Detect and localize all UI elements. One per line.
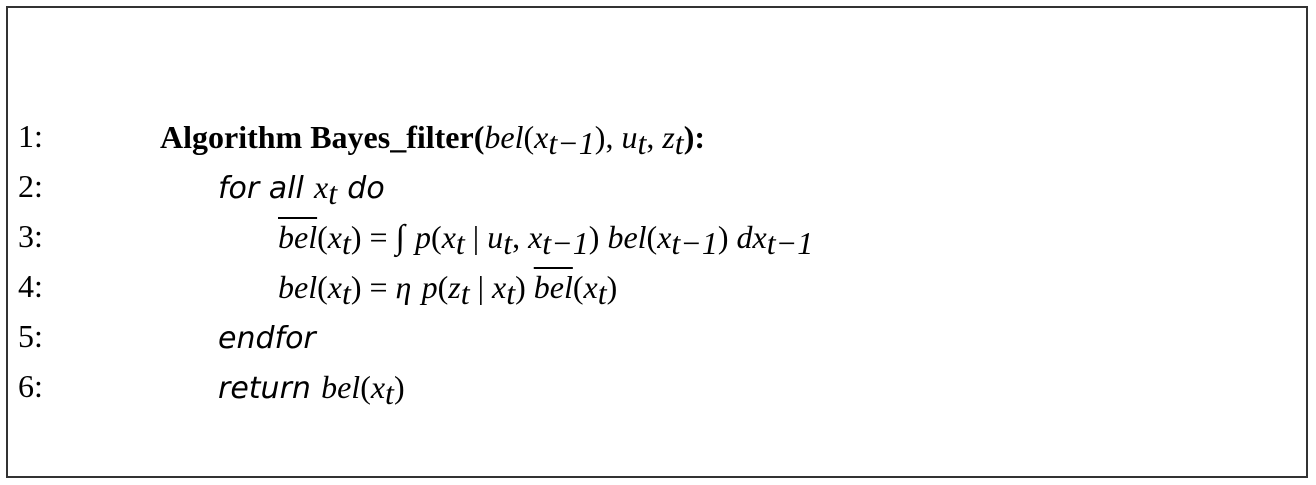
subscript: t bbox=[637, 125, 647, 161]
math-x: x bbox=[534, 119, 549, 155]
math-bel-bar: $\overline{bel}$ bbox=[278, 219, 318, 255]
math-x: x bbox=[327, 219, 342, 255]
do-keyword: do bbox=[347, 171, 385, 206]
algorithm-close: ): bbox=[683, 119, 705, 155]
subscript: t bbox=[597, 275, 607, 311]
subscript: t−1 bbox=[671, 225, 718, 261]
line-number: 4: bbox=[18, 268, 43, 304]
line-number: 2: bbox=[18, 168, 43, 204]
math-eta: η bbox=[395, 269, 412, 305]
subscript: t bbox=[460, 275, 470, 311]
math-x: x bbox=[583, 269, 598, 305]
math-x: x bbox=[528, 219, 543, 255]
return-statement: return $bel(x_t)$ bbox=[218, 369, 405, 411]
line-number: 3: bbox=[18, 218, 43, 254]
subscript: t bbox=[328, 175, 338, 211]
subscript: t bbox=[341, 225, 351, 261]
subscript: t bbox=[503, 225, 513, 261]
math-x: x bbox=[327, 269, 342, 305]
math-d: d bbox=[736, 219, 753, 255]
subscript: t bbox=[674, 125, 684, 161]
endfor-statement bbox=[218, 318, 316, 356]
math-bel: bel bbox=[278, 269, 318, 305]
math-x: x bbox=[492, 269, 507, 305]
math-bel-bar: $\overline{bel}$ bbox=[533, 269, 573, 305]
correction-equation: $bel(x_t) = \eta$ $p(z_t$ | $x_t$) $\overline{bel}(x_t)$ bbox=[278, 269, 618, 311]
subscript: t−1 bbox=[766, 225, 814, 261]
line-number: 5: bbox=[18, 318, 43, 354]
math-bel: bel bbox=[607, 219, 647, 255]
subscript: t bbox=[455, 225, 465, 261]
subscript: t bbox=[341, 275, 351, 311]
subscript: t−1 bbox=[542, 225, 589, 261]
math-u: u bbox=[487, 219, 504, 255]
math-x: x bbox=[657, 219, 672, 255]
math-x: x bbox=[314, 169, 329, 205]
prediction-equation: $\overline{bel}(x_t)$ = ∫ $p(x_t$ | $u_t$, $x_{t-1}$) $bel(x_{t-1})$ $dx_{t-1}$ bbox=[278, 219, 814, 261]
math-x: x bbox=[441, 219, 456, 255]
integral-sign: ∫ bbox=[395, 219, 405, 256]
subscript: t−1 bbox=[548, 125, 595, 161]
math-p: p bbox=[415, 219, 432, 255]
math-z: z bbox=[448, 269, 461, 305]
math-x: x bbox=[752, 219, 767, 255]
math-bel: bel bbox=[484, 119, 524, 155]
for-loop bbox=[218, 168, 385, 211]
line-number: 1: bbox=[18, 118, 43, 154]
math-z: z bbox=[662, 119, 675, 155]
algorithm-header: Algorithm $Bayes\_filter(bel(x_{t-1})$, $u_t$, $z_t$): bbox=[160, 119, 705, 161]
subscript: t bbox=[506, 275, 516, 311]
endfor-keyword: endfor bbox=[218, 321, 316, 356]
math-p: p bbox=[421, 269, 438, 305]
algorithm-keyword: Algorithm Bayes_filter( bbox=[160, 119, 485, 155]
return-keyword: return bbox=[218, 371, 311, 406]
subscript: t bbox=[385, 375, 394, 411]
math-bel: bel bbox=[321, 369, 361, 405]
math-x: x bbox=[370, 369, 386, 405]
line-number: 6: bbox=[18, 368, 43, 404]
math-u: u bbox=[621, 119, 638, 155]
for-all-keyword: for all bbox=[218, 171, 304, 206]
